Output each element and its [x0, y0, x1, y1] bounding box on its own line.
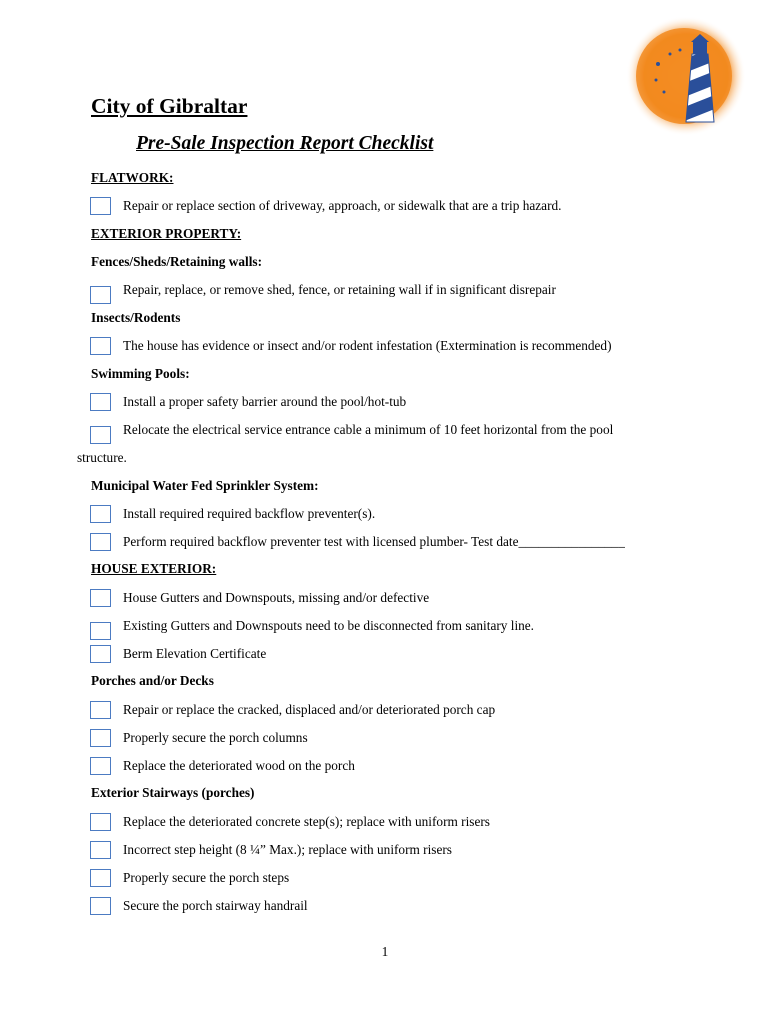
checklist-item-label: Install a proper safety barrier around the pool/hot-tub [123, 394, 407, 409]
checklist-item-label: Secure the porch stairway handrail [123, 898, 308, 913]
checkbox-icon[interactable] [90, 757, 111, 775]
subsection-heading-insects: Insects/Rodents [91, 310, 181, 325]
section-heading-flatwork: FLATWORK: [91, 170, 174, 185]
checklist-item-label: Repair or replace the cracked, displaced and/or deteriorated porch cap [123, 702, 496, 717]
checkbox-icon[interactable] [90, 841, 111, 859]
checkbox-icon[interactable] [90, 813, 111, 831]
checkbox-icon[interactable] [90, 426, 111, 444]
section-heading-house-exterior: HOUSE EXTERIOR: [91, 561, 217, 576]
checklist-item-label: Perform required backflow preventer test with licensed plumber- Test date________________ [123, 534, 625, 549]
checkbox-icon[interactable] [90, 645, 111, 663]
subsection-heading-sprinkler: Municipal Water Fed Sprinkler System: [91, 478, 319, 493]
checkbox-icon[interactable] [90, 505, 111, 523]
checkbox-icon[interactable] [90, 622, 111, 640]
checkbox-icon[interactable] [90, 286, 111, 304]
subsection-heading-stairways: Exterior Stairways (porches) [91, 785, 255, 800]
section-heading-exterior-property: EXTERIOR PROPERTY: [91, 226, 242, 241]
checkbox-icon[interactable] [90, 589, 111, 607]
checklist-item-label: Replace the deteriorated concrete step(s); replace with uniform risers [123, 814, 490, 829]
subsection-heading-pools: Swimming Pools: [91, 366, 190, 381]
checklist-item-label: Relocate the electrical service entrance cable a minimum of 10 feet horizontal from the pool [123, 422, 614, 437]
checklist-item-label: Incorrect step height (8 ¼” Max.); replace with uniform risers [123, 842, 452, 857]
checkbox-icon[interactable] [90, 897, 111, 915]
lighthouse-logo-icon [622, 14, 750, 136]
checklist-item-label: The house has evidence or insect and/or rodent infestation (Extermination is recommended) [123, 338, 612, 353]
checklist-item-label: Properly secure the porch steps [123, 870, 290, 885]
checklist-item-label: Existing Gutters and Downspouts need to be disconnected from sanitary line. [123, 618, 535, 633]
checklist-item-label: Properly secure the porch columns [123, 730, 308, 745]
checklist-item-label: Repair, replace, or remove shed, fence, or retaining wall if in significant disrepair [123, 282, 556, 297]
checklist-item-continuation: structure. [77, 450, 127, 465]
checklist-item-label: House Gutters and Downspouts, missing and/or defective [123, 590, 430, 605]
checklist-item-label: Install required required backflow preventer(s). [123, 506, 376, 521]
checklist-item-label: Replace the deteriorated wood on the porch [123, 758, 355, 773]
subsection-heading-porches: Porches and/or Decks [91, 673, 214, 688]
checkbox-icon[interactable] [90, 869, 111, 887]
checkbox-icon[interactable] [90, 337, 111, 355]
document-title: City of Gibraltar [91, 94, 248, 118]
checklist-item-label: Berm Elevation Certificate [123, 646, 267, 661]
checkbox-icon[interactable] [90, 197, 111, 215]
document-subtitle: Pre-Sale Inspection Report Checklist [136, 133, 434, 154]
checkbox-icon[interactable] [90, 729, 111, 747]
page-number: 1 [381, 944, 389, 959]
checkbox-icon[interactable] [90, 701, 111, 719]
checklist-item-label: Repair or replace section of driveway, approach, or sidewalk that are a trip hazard. [123, 198, 562, 213]
checkbox-icon[interactable] [90, 533, 111, 551]
subsection-heading-fences: Fences/Sheds/Retaining walls: [91, 254, 263, 269]
checkbox-icon[interactable] [90, 393, 111, 411]
